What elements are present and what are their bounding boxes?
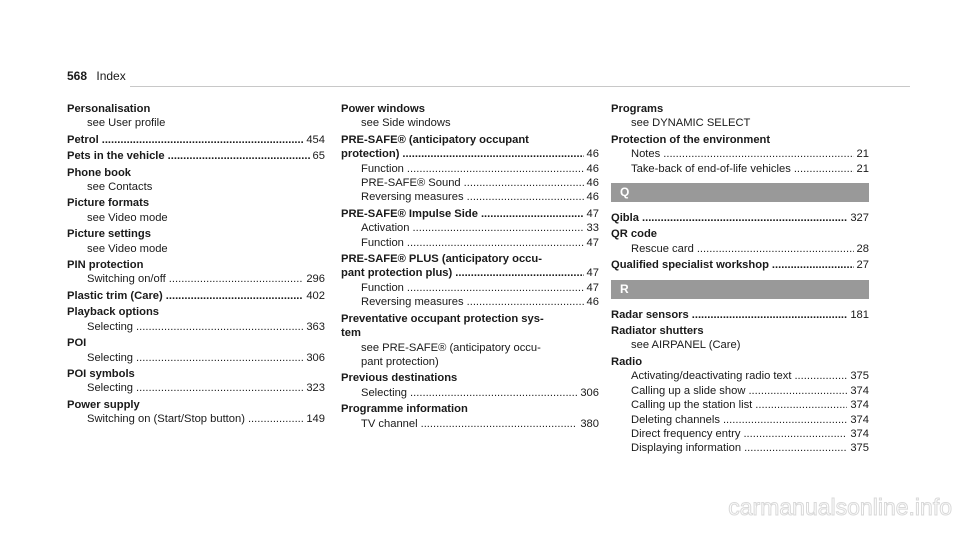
page-reference[interactable]: 47 [586,267,599,280]
index-entry [341,312,599,370]
index-subentry [611,384,869,398]
index-term [341,312,599,326]
index-entry [341,207,599,250]
index-term [67,166,325,180]
dot-leader [169,272,304,286]
page-reference[interactable]: 374 [850,427,869,440]
index-entry [67,398,325,427]
page-reference[interactable]: 306 [306,351,325,364]
entry-text: Preventative occupant protection sys- [341,312,544,325]
header-divider [130,86,910,87]
index-subentry [67,180,325,194]
index-subentry [341,417,599,431]
page-reference[interactable]: 46 [586,296,599,309]
index-term [67,149,325,163]
dot-leader [794,162,854,176]
page-reference[interactable]: 374 [850,384,869,397]
index-letter-heading: Q [611,183,869,202]
index-entry [67,336,325,365]
index-entry [611,308,869,322]
entry-text: Qibla [611,212,639,225]
dot-leader [723,413,847,427]
dot-leader [744,441,847,455]
entry-text: PRE-SAFE® PLUS (anticipatory occu- [341,253,542,266]
index-term [611,133,869,147]
index-term [611,355,869,369]
entry-text: Activating/deactivating radio text [631,370,792,383]
index-term [341,326,599,340]
entry-text: Switching on (Start/Stop button) [87,413,245,426]
entry-text: see Video mode [87,211,168,224]
entry-text: POI [67,337,87,350]
index-subentry [341,236,599,250]
entry-text: see Contacts [87,181,153,194]
index-subentry [341,176,599,190]
entry-text: Notes [631,148,661,161]
dot-leader [692,308,848,322]
dot-leader [743,427,847,441]
dot-leader [481,207,584,221]
index-entry [67,196,325,225]
entry-text: Take-back of end-of-life vehicles [631,162,791,175]
dot-leader [455,266,583,280]
index-entry [611,258,869,272]
dot-leader [755,398,847,412]
index-term [67,133,325,147]
index-entry [341,252,599,310]
entry-text: PRE-SAFE® Sound [361,177,461,190]
index-term [67,336,325,350]
entry-text: Displaying information [631,442,742,455]
page-reference[interactable]: 374 [850,413,869,426]
index-subentry [341,162,599,176]
entry-text: Reversing measures [361,191,464,204]
index-term [67,102,325,116]
page-reference[interactable]: 327 [850,212,869,225]
entry-text: QR code [611,228,658,241]
dot-leader [136,381,303,395]
entry-text: tem [341,327,361,340]
entry-text: PRE-SAFE® (anticipatory occupant [341,133,529,146]
index-subentry [67,351,325,365]
entry-text: protection) [341,148,400,161]
entry-text: Phone book [67,166,132,179]
index-entry [67,258,325,287]
index-entry [67,305,325,334]
page-reference[interactable]: 149 [306,413,325,426]
index-entry [67,367,325,396]
dot-leader [168,149,310,163]
index-entry [67,227,325,256]
entry-text: Activation [361,222,410,235]
entry-text: Reversing measures [361,296,464,309]
index-subentry [611,398,869,412]
index-entry [611,227,869,256]
entry-text: Selecting [361,386,408,399]
entry-text: Programme information [341,403,468,416]
entry-text: Playback options [67,306,160,319]
entry-text: Switching on/off [87,273,166,286]
dot-leader [663,147,853,161]
dot-leader [136,351,303,365]
entry-text: Selecting [87,320,134,333]
index-entry [67,133,325,147]
index-term [67,367,325,381]
index-subentry [67,211,325,225]
dot-leader [102,133,304,147]
entry-text: see DYNAMIC SELECT [631,117,751,130]
dot-leader [413,221,584,235]
dot-leader [248,412,303,426]
page-reference[interactable]: 47 [586,236,599,249]
page-reference[interactable]: 374 [850,399,869,412]
index-entry [341,133,599,205]
index-term [67,227,325,241]
index-term [67,196,325,210]
entry-text: Personalisation [67,103,151,115]
index-entry [611,324,869,353]
page-reference[interactable]: 27 [856,259,869,272]
page-reference[interactable]: 323 [306,382,325,395]
index-subentry [611,413,869,427]
index-entry [67,149,325,163]
dot-leader [467,190,584,204]
index-subentry [611,427,869,441]
index-term [611,258,869,272]
index-term [341,402,599,416]
entry-text: Programs [611,103,664,115]
index-subentry [341,386,599,400]
entry-text: see Side windows [361,117,451,130]
index-term [341,252,599,266]
entry-text: see PRE-SAFE® (anticipatory occu- [361,341,541,354]
index-subentry [67,242,325,256]
dot-leader [402,147,583,161]
index-subentry [67,381,325,395]
dot-leader [410,386,577,400]
entry-text: Function [361,281,404,294]
index-subentry [341,281,599,295]
page-reference[interactable]: 375 [850,370,869,383]
index-subentry [67,116,325,130]
index-term [611,102,869,116]
index-subentry [611,162,869,176]
entry-text: Picture settings [67,228,151,241]
page-reference[interactable]: 181 [850,308,869,321]
page-reference[interactable]: 47 [586,207,599,220]
index-subentry [611,369,869,383]
index-term [341,102,599,116]
dot-leader [421,417,578,431]
index-entry [611,211,869,225]
index-entry [611,355,869,456]
index-term [67,258,325,272]
index-subentry [341,341,599,355]
entry-text: see Video mode [87,242,168,255]
entry-text: Picture formats [67,197,150,210]
entry-text: Previous destinations [341,372,458,385]
page-reference[interactable]: 296 [306,273,325,286]
page-reference[interactable]: 33 [586,222,599,235]
index-column-2 [341,102,599,433]
index-subentry [67,320,325,334]
entry-text: Power windows [341,103,425,115]
dot-leader [136,320,303,334]
page-reference[interactable]: 47 [586,281,599,294]
page-number: 568 [67,69,88,83]
index-entry [611,133,869,176]
index-subentry [611,116,869,130]
entry-text: Petrol [67,133,99,146]
index-column-1 [67,102,325,429]
dot-leader [464,176,584,190]
index-term [341,133,599,147]
index-entry [611,102,869,131]
entry-text: Selecting [87,382,134,395]
index-term [67,305,325,319]
entry-text: Power supply [67,398,140,411]
index-subentry [611,242,869,256]
page-reference[interactable]: 375 [850,442,869,455]
page-reference[interactable]: 454 [306,133,325,146]
dot-leader [166,289,304,303]
page-reference[interactable]: 402 [306,289,325,302]
index-subentry [67,412,325,426]
index-term [341,266,599,280]
page-reference[interactable]: 46 [586,162,599,175]
index-term [611,324,869,338]
index-term [611,227,869,241]
entry-text: see AIRPANEL (Care) [631,339,741,352]
entry-text: PIN protection [67,259,144,272]
page-reference[interactable]: 46 [586,148,599,161]
page-reference[interactable]: 46 [586,177,599,190]
dot-leader [794,369,847,383]
index-subentry [341,116,599,130]
page-reference[interactable]: 363 [306,320,325,333]
index-term [341,147,599,161]
entry-text: POI symbols [67,367,135,380]
index-entry [67,102,325,131]
entry-text: PRE-SAFE® Impulse Side [341,207,478,220]
index-entry [341,371,599,400]
index-subentry [341,190,599,204]
watermark-text: carmanualsonline.info [728,494,952,520]
page-header [67,69,126,83]
index-term [67,398,325,412]
page-reference[interactable]: 46 [586,191,599,204]
index-term [611,308,869,322]
index-entry [341,402,599,431]
dot-leader [772,258,854,272]
index-term [341,207,599,221]
index-subentry [341,221,599,235]
entry-text: Deleting channels [631,413,720,426]
entry-text: pant protection) [361,355,439,368]
index-term [67,289,325,303]
entry-text: pant protection plus) [341,267,453,280]
index-subentry [67,272,325,286]
entry-text: Function [361,162,404,175]
entry-text: Rescue card [631,242,694,255]
watermark-logo [0,487,960,533]
entry-text: Function [361,236,404,249]
index-subentry [611,338,869,352]
section-title: Index [96,69,126,83]
entry-text: Direct frequency entry [631,427,741,440]
index-column-3 [611,102,869,458]
index-subentry [611,147,869,161]
entry-text: see User profile [87,117,166,130]
page-reference[interactable]: 380 [580,417,599,430]
entry-text: Pets in the vehicle [67,150,165,163]
dot-leader [407,281,584,295]
entry-text: Calling up a slide show [631,384,746,397]
index-entry [67,166,325,195]
index-term [341,371,599,385]
entry-text: Radiator shutters [611,325,704,338]
index-entry [67,289,325,303]
entry-text: Radar sensors [611,308,689,321]
dot-leader [407,236,584,250]
watermark-footer [0,487,960,533]
dot-leader [697,242,854,256]
entry-text: Plastic trim (Care) [67,289,163,302]
entry-text: Radio [611,355,643,368]
page-reference[interactable]: 28 [856,242,869,255]
entry-text: Protection of the environment [611,133,771,146]
index-subentry [341,295,599,309]
index-term [611,211,869,225]
page-reference[interactable]: 65 [312,150,325,163]
entry-text: TV channel [361,417,418,430]
dot-leader [642,211,847,225]
entry-text: Qualified specialist workshop [611,259,769,272]
entry-text: Selecting [87,351,134,364]
index-entry [341,102,599,131]
page-reference[interactable]: 306 [580,386,599,399]
dot-leader [748,384,847,398]
index-letter-heading: R [611,280,869,299]
entry-text: Calling up the station list [631,399,753,412]
dot-leader [407,162,584,176]
index-subentry [341,355,599,369]
page-reference[interactable]: 21 [856,148,869,161]
index-subentry [611,441,869,455]
page-reference[interactable]: 21 [856,162,869,175]
dot-leader [467,295,584,309]
